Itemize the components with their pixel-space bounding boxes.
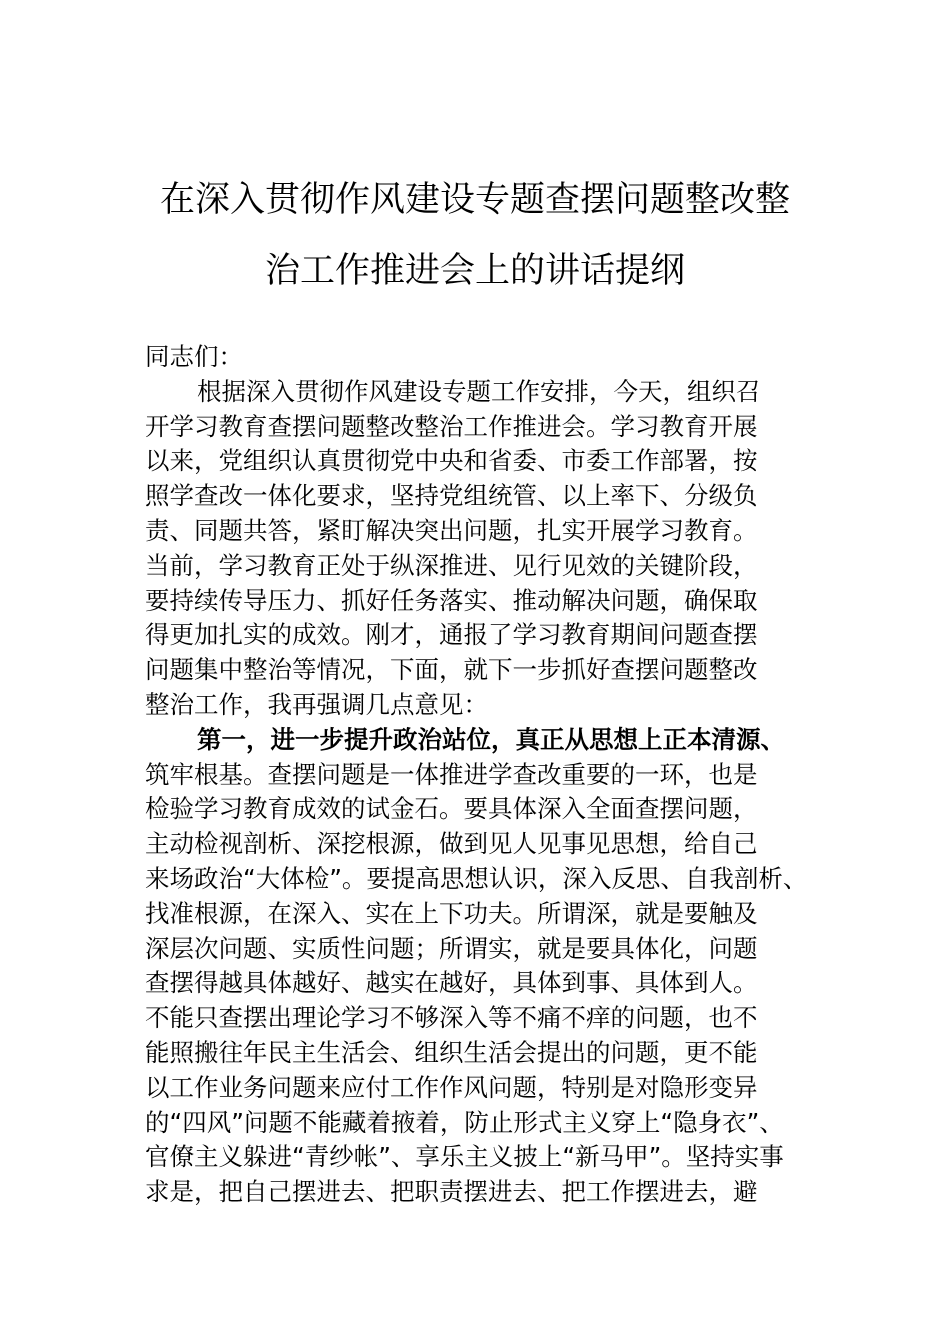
document-title-line-1: 在深入贯彻作风建设专题查摆问题整改整 bbox=[159, 180, 790, 220]
document-body bbox=[145, 340, 835, 1210]
paragraph-line: 不能只查摆出理论学习不够深入等不痛不痒的问题，也不 bbox=[145, 1003, 758, 1033]
paragraph-line: 根据深入贯彻作风建设专题工作安排，今天，组织召 bbox=[197, 376, 761, 406]
point-1-heading bbox=[145, 723, 835, 758]
salutation: 同志们： bbox=[145, 342, 243, 371]
paragraph-line: 的“四风”问题不能藏着掖着，防止形式主义穿上“隐身衣”、 bbox=[145, 1107, 784, 1137]
paragraph-line: 来场政治“大体检”。要提高思想认识，深入反思、自我剖析、 bbox=[145, 863, 808, 893]
paragraph-line: 官僚主义躲进“青纱帐”、享乐主义披上“新马甲”。坚持实事 bbox=[145, 1142, 784, 1172]
paragraph-line: 责、同题共答，紧盯解决突出问题，扎实开展学习教育。 bbox=[145, 515, 758, 545]
paragraph-line: 问题集中整治等情况，下面，就下一步抓好查摆问题整改 bbox=[145, 655, 758, 685]
paragraph-line: 找准根源，在深入、实在上下功夫。所谓深，就是要触及 bbox=[145, 898, 758, 928]
paragraph-line: 得更加扎实的成效。刚才，通报了学习教育期间问题查摆 bbox=[145, 620, 758, 650]
paragraph-line: 以来，党组织认真贯彻党中央和省委、市委工作部署，按 bbox=[145, 446, 758, 476]
paragraph-line: 检验学习教育成效的试金石。要具体深入全面查摆问题， bbox=[145, 794, 758, 824]
paragraph-line: 筑牢根基。查摆问题是一体推进学查改重要的一环，也是 bbox=[145, 759, 758, 789]
paragraph-line: 以工作业务问题来应付工作作风问题，特别是对隐形变异 bbox=[145, 1072, 758, 1102]
paragraph-line: 主动检视剖析、深挖根源，做到见人见事见思想，给自己 bbox=[145, 829, 758, 859]
paragraph-line: 当前，学习教育正处于纵深推进、见行见效的关键阶段， bbox=[145, 550, 758, 580]
paragraph-line: 开学习教育查摆问题整改整治工作推进会。学习教育开展 bbox=[145, 411, 758, 441]
paragraph-line: 求是，把自己摆进去、把职责摆进去、把工作摆进去，避 bbox=[145, 1177, 758, 1207]
paragraph-line: 查摆得越具体越好、越实在越好，具体到事、具体到人。 bbox=[145, 968, 758, 998]
paragraph-line: 深层次问题、实质性问题；所谓实，就是要具体化，问题 bbox=[145, 933, 758, 963]
paragraph-line: 要持续传导压力、抓好任务落实、推动解决问题，确保取 bbox=[145, 585, 758, 615]
paragraph-line: 整治工作，我再强调几点意见： bbox=[145, 689, 488, 719]
document-title-line-2: 治工作推进会上的讲话提纲 bbox=[264, 251, 685, 291]
point-1-heading-text: 第一，进一步提升政治站位，真正从思想上正本清源、 bbox=[197, 724, 785, 754]
paragraph-line: 照学查改一体化要求，坚持党组统管、以上率下、分级负 bbox=[145, 481, 758, 511]
paragraph-line: 能照搬往年民主生活会、组织生活会提出的问题，更不能 bbox=[145, 1037, 758, 1067]
